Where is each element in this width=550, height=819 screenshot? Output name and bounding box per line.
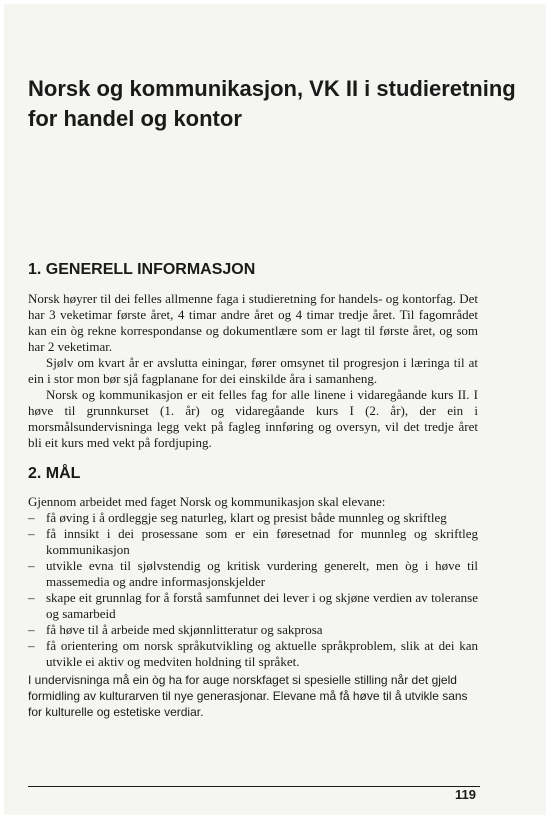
page-title: Norsk og kommunikasjon, VK II i studieretning for handel og kontor <box>28 76 516 131</box>
dash-bullet: – <box>28 622 35 637</box>
paragraph: Norsk og kommunikasjon er eit felles fag for alle linene i vidaregåande kurs II. I høve til grunnkurset (1. år) og vidaregåande kurs I (2. år), der ein i morsmålsundervisninga legg vekt på fagleg innføring og oversyn, vil det tredje året bli eit kurs med vekt på fordjuping. <box>28 387 478 450</box>
goal-text: få orientering om norsk språkutvikling og aktuelle språkproblem, slik at dei kan utvikle ei aktiv og medviten holdning til språket. <box>46 638 478 669</box>
list-item <box>28 510 478 526</box>
goal-text: få øving i å ordleggje seg naturleg, klart og presist både munnleg og skriftleg <box>46 510 447 525</box>
footer-rule <box>28 786 480 787</box>
list-item <box>28 558 478 590</box>
paragraph: Sjølv om kvart år er avslutta einingar, fører omsynet til progresjon i læringa til at ein i stor mon bør sjå fagplanane for dei einskilde åra i samanheng. <box>28 355 478 386</box>
goal-text: utvikle evna til sjølvstendig og kritisk vurdering generelt, men òg i høve til massemedia og andre informasjonskjelder <box>46 558 478 589</box>
section-heading-goals: 2. MÅL <box>28 465 81 482</box>
page-number: 119 <box>455 787 476 802</box>
list-item <box>28 638 478 670</box>
dash-bullet: – <box>28 638 35 653</box>
dash-bullet: – <box>28 510 35 525</box>
paragraph: Norsk høyrer til dei felles allmenne faga i studieretning for handels- og kontorfag. Det har 3 veketimar første året, 4 timar andre året og 4 timar tredje året. Til fagområdet kan ein òg rekne korrespondanse og dokumentlære som er lagt til første året, og som har 2 veketimar. <box>28 291 478 354</box>
goal-text: få høve til å arbeide med skjønnlitteratur og sakprosa <box>46 622 323 637</box>
list-item <box>28 526 478 558</box>
section-goals-body <box>28 494 478 670</box>
section-general-information-body <box>28 291 478 451</box>
dash-bullet: – <box>28 558 35 573</box>
dash-bullet: – <box>28 590 35 605</box>
dash-bullet: – <box>28 526 35 541</box>
list-item <box>28 590 478 622</box>
closing-paragraph: I undervisninga må ein òg ha for auge norskfaget si spesielle stilling når det gjeld formidling av kulturarven til nye generasjonar. Elevane må få høve til å utvikle sans for kulturelle og estetiske verdiar. <box>28 673 468 719</box>
goal-text: få innsikt i dei prosessane som er ein føresetnad for munnleg og skriftleg kommunikasjon <box>46 526 478 557</box>
document-page <box>4 4 546 815</box>
goals-list <box>28 510 478 670</box>
goals-intro: Gjennom arbeidet med faget Norsk og kommunikasjon skal elevane: <box>28 494 386 509</box>
list-item <box>28 622 478 638</box>
section-heading-general-information: 1. GENERELL INFORMASJON <box>28 261 256 278</box>
goal-text: skape eit grunnlag for å forstå samfunnet dei lever i og skjøne verdien av toleranse og samarbeid <box>46 590 478 621</box>
